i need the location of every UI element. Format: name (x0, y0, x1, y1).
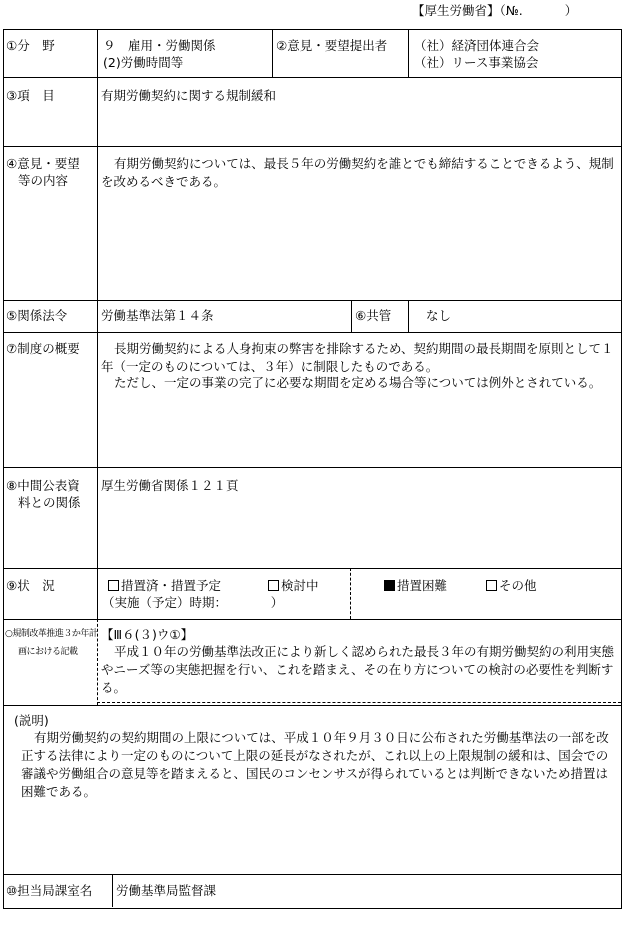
status-option-review-label: 検討中 (281, 578, 319, 593)
office-label: ⑩担当局課室名 (6, 883, 93, 898)
submitter-1: （社）経済団体連合会 (414, 38, 540, 53)
interim-value: 厚生労働省関係１２１頁 (101, 478, 239, 493)
status-option-done-period: （実施（予定）時期： ） (102, 595, 284, 610)
checkbox-review[interactable] (268, 580, 279, 591)
item-label: ③項 目 (6, 88, 55, 103)
number-close: ） (564, 3, 578, 18)
plan-reference: 【Ⅲ６(３)ウ①】 (101, 627, 194, 642)
status-label: ⑨状 況 (6, 578, 55, 593)
status-option-difficult[interactable] (384, 577, 447, 595)
request-text: 有期労働契約については、最長５年の労働契約を誰とでも締結することできるよう、規制を改めるべきである。 (101, 156, 614, 189)
interim-label-line2: 料との関係 (18, 495, 81, 510)
field-value-category: ９ 雇用・労働関係 (103, 38, 216, 53)
interim-label-line1: ⑧中間公表資 (6, 478, 80, 493)
status-option-done-label: 措置済・措置予定 (121, 578, 222, 593)
submitter-label: ②意見・要望提出者 (276, 38, 388, 53)
explanation-text: 有期労働契約の契約期間の上限については、平成１０年９月３０日に公布された労働基準法の一部を改正する法律により一定のものについて上限の延長がなされたが、これ以上の上限規制の緩和は、国会での審議や労働組合の意見等を踏まえると、国民のコンセンサスが得られているとは判断できないため措置は困難である。 (21, 730, 609, 799)
plan-text: 平成１０年の労働基準法改正により新しく認められた最長３年の有期労働契約の利用実態やニーズ等の実態把握を行い、これを踏まえ、その在り方についての検討の必要性を判断する。 (101, 644, 615, 695)
request-label-line2: 等の内容 (18, 173, 69, 188)
cojurisdiction-label: ⑥共管 (355, 308, 392, 323)
plan-label-line2: 画における記載 (18, 647, 78, 657)
status-option-done[interactable] (108, 577, 221, 595)
checkbox-difficult[interactable] (384, 580, 395, 591)
cojurisdiction-value: なし (426, 308, 452, 323)
checkbox-done[interactable] (108, 580, 119, 591)
system-text-paragraph-2: ただし、一定の事業の完了に必要な期間を定める場合等については例外とされている。 (114, 375, 602, 390)
item-value: 有期労働契約に関する規制緩和 (101, 88, 277, 103)
field-value-subcategory: (2)労働時間等 (103, 55, 184, 70)
plan-label-line1: ○規制改革推進３か年計 (5, 629, 98, 639)
law-value: 労働基準法第１４条 (101, 308, 214, 323)
system-label: ⑦制度の概要 (6, 341, 80, 356)
field-label: ①分 野 (6, 38, 55, 53)
submitter-2: （社）リース事業協会 (414, 55, 539, 70)
number-label: （№. (499, 3, 523, 18)
law-label: ⑤関係法令 (6, 308, 68, 323)
status-option-other-label: その他 (499, 578, 537, 593)
status-option-review[interactable] (268, 577, 319, 595)
status-option-difficult-label: 措置困難 (397, 578, 448, 593)
request-label-line1: ④意見・要望 (6, 156, 80, 171)
office-value: 労働基準局監督課 (116, 883, 217, 898)
checkbox-other[interactable] (486, 580, 497, 591)
explanation-label: (説明) (14, 713, 49, 728)
system-text-paragraph-1: 長期労働契約による人身拘束の弊害を排除するため、契約期間の最長期間を原則として１年（一定のものについては、３年）に制限したものである。 (101, 341, 614, 374)
document-header (412, 2, 632, 20)
status-option-other[interactable] (486, 577, 537, 595)
ministry-label: 【厚生労働省】 (412, 3, 500, 18)
